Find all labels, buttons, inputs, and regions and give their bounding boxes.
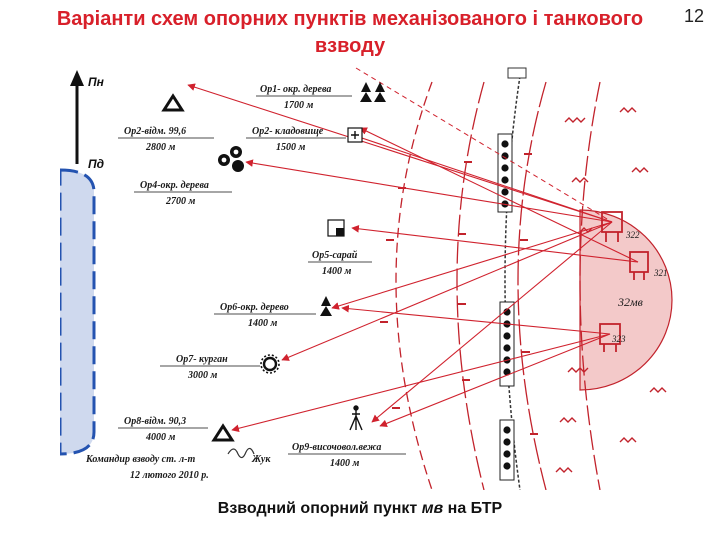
reference-point-3 xyxy=(246,126,362,153)
trees-icon xyxy=(360,82,386,102)
page-title: Варіанти схем опорних пунктів механізованого і танкового взводу xyxy=(56,8,644,57)
ref-point-distance: 1400 м xyxy=(322,266,352,277)
reference-point-8 xyxy=(118,416,232,443)
ref-point-name: Ор4-окр. дерева xyxy=(140,180,209,191)
ref-point-name: Ор2- кладовище xyxy=(252,126,324,137)
position-label-321: 321 xyxy=(654,268,668,278)
position-label-322: 322 xyxy=(626,230,640,240)
ref-point-name: Ор5-сарай xyxy=(312,250,358,261)
reference-point-7 xyxy=(160,354,279,381)
triangle-marker-icon xyxy=(164,96,182,110)
reference-point-9 xyxy=(288,406,406,469)
ref-point-distance: 1700 м xyxy=(284,100,314,111)
signature-date: 12 лютого 2010 р. xyxy=(130,470,209,481)
ref-point-distance: 3000 м xyxy=(188,370,218,381)
commander-signature xyxy=(85,448,271,481)
platoon-diagram xyxy=(60,62,676,490)
tree-icon xyxy=(320,296,332,316)
tower-icon xyxy=(350,406,362,430)
north-label: Пн xyxy=(88,75,104,89)
barn-icon xyxy=(328,220,344,236)
caption-unit-type: мв xyxy=(421,500,444,517)
south-label: Пд xyxy=(88,157,105,171)
signature-line: Командир взводу ст. л-т xyxy=(86,454,196,465)
reference-point-6 xyxy=(214,296,332,329)
ref-point-name: Ор7- курган xyxy=(176,354,228,365)
bushes-icon xyxy=(218,146,244,172)
handwritten-signature xyxy=(228,448,254,457)
triangle-marker-icon xyxy=(214,426,232,440)
ref-point-distance: 4000 м xyxy=(146,432,176,443)
ref-point-name: Ор6-окр. дерево xyxy=(220,302,289,313)
position-label-323: 323 xyxy=(612,334,626,344)
north-arrow xyxy=(70,70,84,164)
ref-point-name: Ор2-відм. 99,6 xyxy=(124,126,187,137)
caption-prefix: Взводний опорний пункт xyxy=(217,500,418,517)
ref-point-name: Ор9-височовол.вежа xyxy=(292,442,382,453)
diagram-caption xyxy=(0,500,720,518)
reference-point-5 xyxy=(308,220,372,277)
ref-point-distance: 2700 м xyxy=(166,196,196,207)
left-unit-area xyxy=(60,170,94,454)
obstacle-belt-3 xyxy=(500,420,514,480)
platoon-label: 32мв xyxy=(618,295,643,309)
ref-point-distance: 2800 м xyxy=(146,142,176,153)
ref-point-name: Ор1- окр. дерева xyxy=(260,84,332,95)
reference-point-2 xyxy=(118,96,214,153)
ref-point-distance: 1400 м xyxy=(330,458,360,469)
cemetery-icon xyxy=(348,128,362,142)
reference-point-1 xyxy=(256,82,386,111)
ref-point-distance: 1400 м xyxy=(248,318,278,329)
trench-marker xyxy=(508,68,526,78)
reference-point-4 xyxy=(134,180,232,207)
mound-icon xyxy=(261,355,279,373)
arc-ticks xyxy=(380,154,538,434)
signature-name: Жук xyxy=(252,454,271,465)
ref-point-distance: 1500 м xyxy=(276,142,306,153)
page-number: 12 xyxy=(683,6,704,26)
ref-point-name: Ор8-відм. 90,3 xyxy=(124,416,187,427)
caption-suffix: на БТР xyxy=(447,500,503,517)
